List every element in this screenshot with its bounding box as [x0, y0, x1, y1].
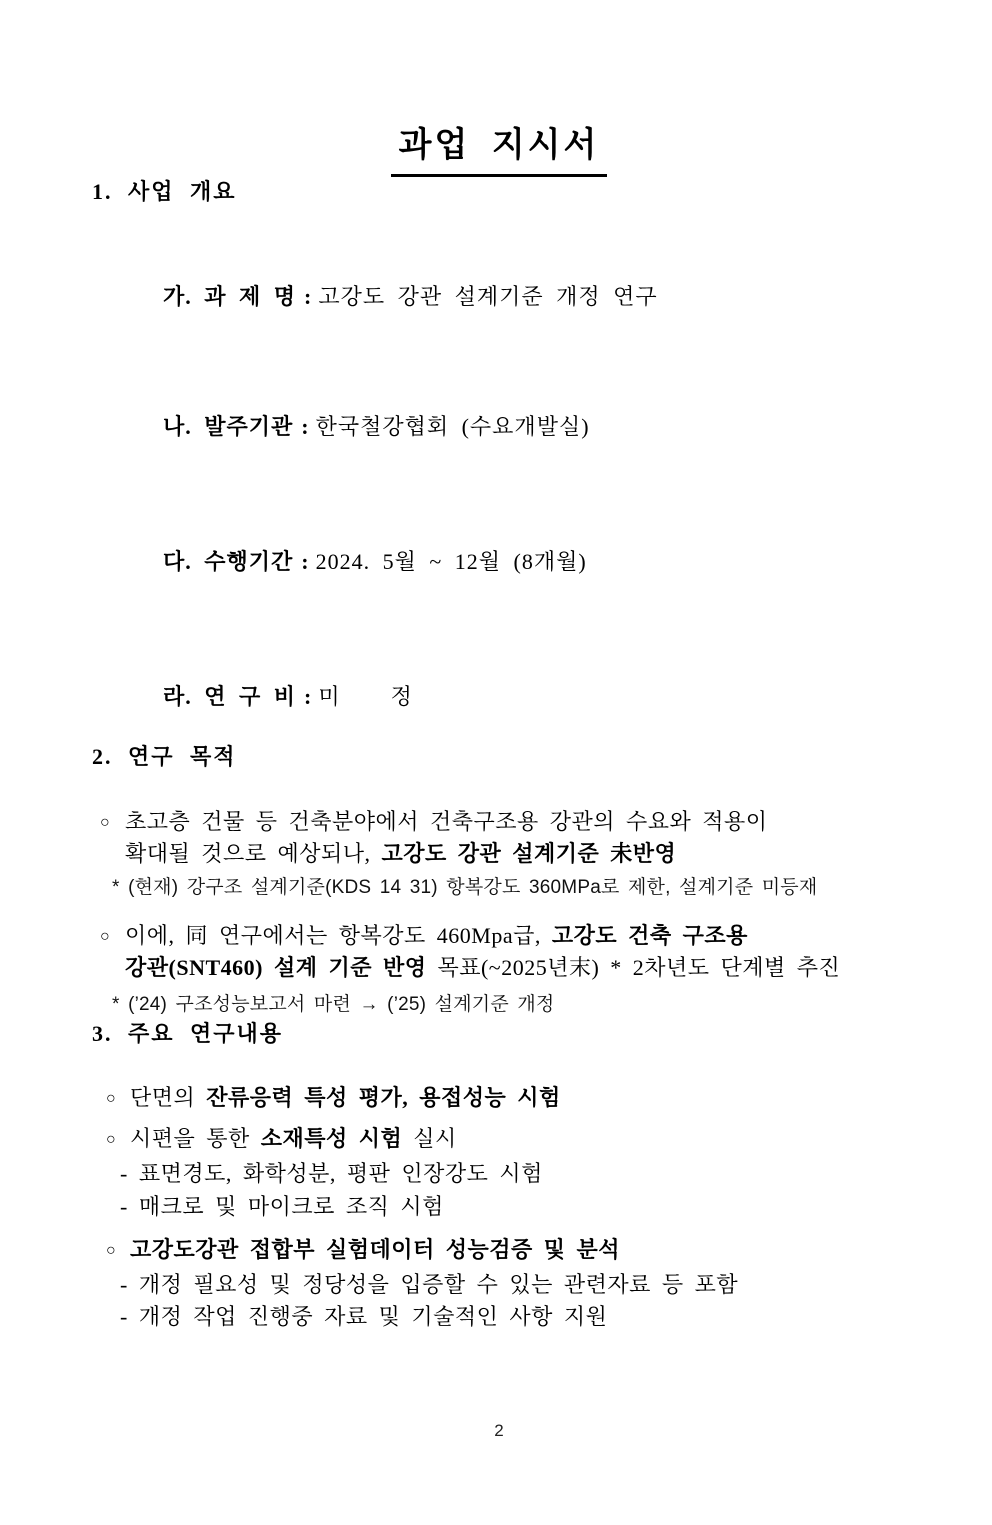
content-bullet-1 — [92, 1082, 906, 1114]
field-period-colon: : — [301, 549, 310, 574]
page-title — [92, 122, 906, 177]
field-budget-colon: : — [304, 684, 313, 709]
content-bullet-2-subitem-1: - 표면경도, 화학성분, 평판 인장강도 시험 — [120, 1161, 543, 1186]
purpose-bullet-1-line-2-bold: 고강도 강관 설계기준 未반영 — [381, 841, 677, 866]
content-bullet-2-prefix: 시편을 통한 — [130, 1126, 261, 1151]
circle-bullet-icon: ○ — [106, 1242, 117, 1259]
circle-bullet-icon: ○ — [106, 1131, 117, 1148]
page-number: 2 — [494, 1421, 504, 1440]
field-ordering-agency-colon: : — [301, 414, 310, 439]
field-ordering-agency-label: 나. 발주기관 — [163, 414, 294, 439]
purpose-bullet-2-line-2-regular: 목표(~2025년末) * 2차년도 단계별 추진 — [426, 955, 841, 980]
content-bullet-2 — [92, 1123, 906, 1155]
field-project-name — [113, 252, 906, 342]
field-period-value: 2024. 5월 ~ 12월 (8개월) — [315, 549, 587, 574]
purpose-bullet-1-line-2-regular: 확대될 것으로 예상되나, — [125, 841, 382, 866]
circle-bullet-icon: ○ — [100, 928, 111, 945]
purpose-bullet-1-footnote: * (현재) 강구조 설계기준(KDS 14 31) 항복강도 360MPa로 제한, 설계기준 미등재 — [112, 877, 818, 898]
field-period-label: 다. 수행기간 — [163, 549, 294, 574]
circle-bullet-icon: ○ — [100, 814, 111, 831]
content-bullet-2-subitem-2: - 매크로 및 마이크로 조직 시험 — [120, 1194, 444, 1219]
document-page — [0, 122, 992, 1525]
page-title-text: 과업 지시서 — [391, 122, 608, 177]
purpose-bullet-1-line-1 — [125, 806, 906, 838]
purpose-bullet-2-footnote: * (’24) 구조성능보고서 마련 → (’25) 설계기준 개정 — [112, 994, 555, 1015]
field-ordering-agency — [113, 382, 906, 472]
purpose-bullet-2 — [92, 920, 906, 984]
content-bullet-2-bold: 소재특성 시험 — [260, 1126, 403, 1151]
field-project-name-label: 가. 과 제 명 — [163, 284, 297, 309]
content-bullet-1-regular: 단면의 — [130, 1085, 207, 1110]
content-bullet-1-bold: 잔류응력 특성 평가, 용접성능 시험 — [206, 1085, 561, 1110]
content-bullet-3-bold: 고강도강관 접합부 실험데이터 성능검증 및 분석 — [130, 1237, 621, 1262]
field-ordering-agency-value: 한국철강협회 (수요개발실) — [315, 414, 590, 439]
content-bullet-2-suffix: 실시 — [402, 1126, 457, 1151]
field-project-name-value: 고강도 강관 설계기준 개정 연구 — [318, 284, 658, 309]
field-period — [113, 517, 906, 607]
content-bullet-3-subitem-2: - 개정 작업 진행중 자료 및 기술적인 사항 지원 — [120, 1304, 608, 1329]
field-project-name-colon: : — [304, 284, 313, 309]
section-2-heading: 2. 연구 목적 — [92, 744, 237, 769]
purpose-bullet-1 — [92, 806, 906, 870]
section-3-heading: 3. 주요 연구내용 — [92, 1021, 284, 1046]
purpose-bullet-2-line-1-bold: 고강도 건축 구조용 — [551, 923, 748, 948]
purpose-bullet-1-line-1-text: 초고층 건물 등 건축분야에서 건축구조용 강관의 수요와 적용이 — [125, 809, 768, 834]
purpose-bullet-2-line-1-regular: 이에, 同 연구에서는 항복강도 460Mpa급, — [125, 923, 552, 948]
circle-bullet-icon: ○ — [106, 1090, 117, 1107]
section-1-heading: 1. 사업 개요 — [92, 179, 237, 204]
field-budget-value: 미 정 — [318, 684, 413, 709]
content-bullet-3 — [92, 1234, 906, 1266]
purpose-bullet-2-line-2-bold: 강관(SNT460) 설계 기준 반영 — [125, 955, 427, 980]
field-budget-label: 라. 연 구 비 — [163, 684, 297, 709]
field-budget — [113, 652, 906, 742]
purpose-bullet-2-line-1 — [125, 920, 906, 952]
content-bullet-3-subitem-1: - 개정 필요성 및 정당성을 입증할 수 있는 관련자료 등 포함 — [120, 1272, 739, 1297]
purpose-bullet-2-line-2 — [125, 952, 906, 984]
purpose-bullet-1-line-2 — [125, 838, 906, 870]
